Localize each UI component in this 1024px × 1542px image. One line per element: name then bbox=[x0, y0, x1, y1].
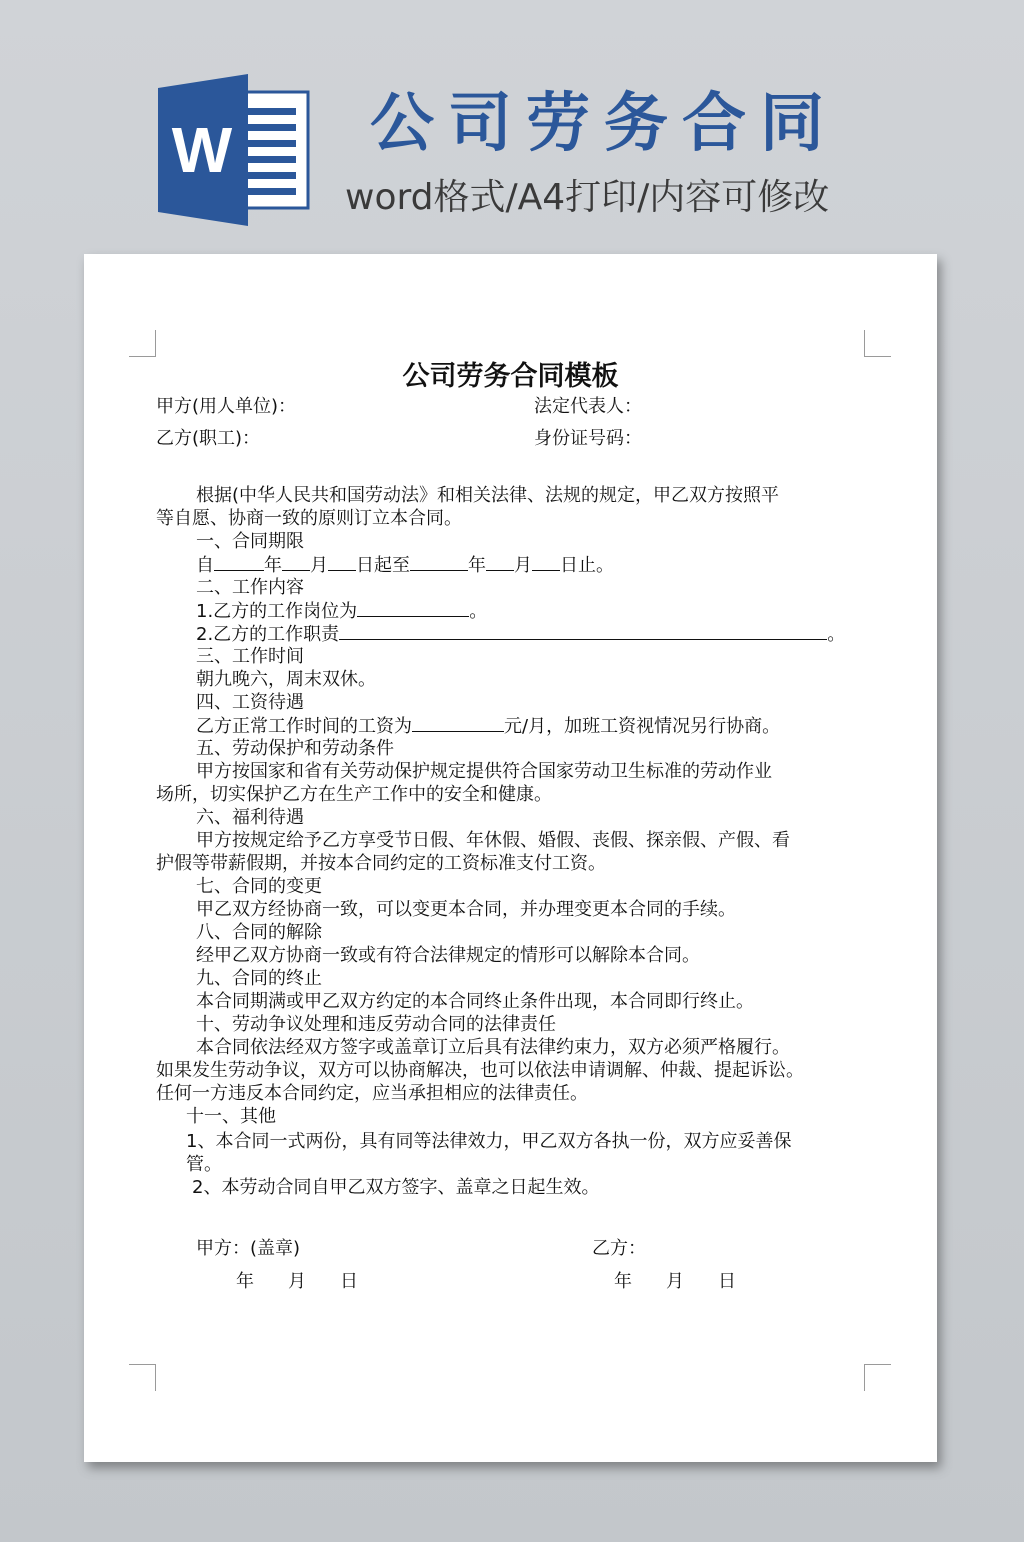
section-4-title: 四、工资待遇 bbox=[196, 692, 304, 713]
section-7-text: 甲乙双方经协商一致，可以变更本合同，并办理变更本合同的手续。 bbox=[196, 899, 736, 920]
date-b-month: 月 bbox=[666, 1271, 684, 1292]
word-icon-letter: W bbox=[171, 114, 233, 186]
crop-mark bbox=[864, 330, 891, 357]
party-a-label: 甲方(用人单位)： bbox=[156, 396, 297, 417]
section-7-title: 七、合同的变更 bbox=[196, 876, 322, 897]
blank-field[interactable] bbox=[532, 554, 560, 571]
term-year-1: 年 bbox=[264, 555, 282, 576]
sentence-end: 。 bbox=[827, 624, 846, 645]
section-8-text: 经甲乙双方协商一致或有符合法律规定的情形可以解除本合同。 bbox=[196, 945, 700, 966]
section-11-item-1-cont: 管。 bbox=[186, 1154, 222, 1175]
salary-label: 乙方正常工作时间的工资为 bbox=[196, 716, 412, 737]
section-10-text-3: 任何一方违反本合同约定，应当承担相应的法律责任。 bbox=[156, 1083, 588, 1104]
section-11-item-1: 1、本合同一式两份，具有同等法律效力，甲乙双方各执一份，双方应妥善保 bbox=[186, 1131, 792, 1152]
signature-party-a: 甲方：(盖章) bbox=[196, 1238, 301, 1259]
job-position-line bbox=[196, 600, 487, 623]
term-month-2: 月 bbox=[514, 555, 532, 576]
job-duties-line bbox=[196, 623, 845, 646]
section-6-text-1: 甲方按规定给予乙方享受节日假、年休假、婚假、丧假、探亲假、产假、看 bbox=[196, 830, 790, 851]
salary-text: 元/月，加班工资视情况另行协商。 bbox=[504, 716, 781, 737]
blank-field[interactable] bbox=[412, 715, 504, 732]
section-3-title: 三、工作时间 bbox=[196, 646, 304, 667]
id-number-label: 身份证号码： bbox=[534, 428, 642, 449]
signature-party-b: 乙方： bbox=[592, 1238, 646, 1259]
section-1-title: 一、合同期限 bbox=[196, 531, 304, 552]
section-9-title: 九、合同的终止 bbox=[196, 968, 322, 989]
section-11-item-2: 2、本劳动合同自甲乙双方签字、盖章之日起生效。 bbox=[192, 1177, 600, 1198]
section-9-text: 本合同期满或甲乙双方约定的本合同终止条件出现，本合同即行终止。 bbox=[196, 991, 754, 1012]
section-8-title: 八、合同的解除 bbox=[196, 922, 322, 943]
blank-field[interactable] bbox=[486, 554, 514, 571]
salary-line bbox=[196, 715, 780, 738]
blank-field[interactable] bbox=[339, 623, 827, 640]
section-5-text-1: 甲方按国家和省有关劳动保护规定提供符合国家劳动卫生标准的劳动作业 bbox=[196, 761, 772, 782]
intro-line-2: 等自愿、协商一致的原则订立本合同。 bbox=[156, 508, 462, 529]
section-3-text: 朝九晚六，周末双休。 bbox=[196, 669, 376, 690]
section-6-text-2: 护假等带薪假期，并按本合同约定的工资标准支付工资。 bbox=[156, 853, 606, 874]
term-day-1: 日起至 bbox=[356, 555, 410, 576]
term-from: 自 bbox=[196, 555, 214, 576]
section-10-text-1: 本合同依法经双方签字或盖章订立后具有法律约束力，双方必须严格履行。 bbox=[196, 1037, 790, 1058]
crop-mark bbox=[129, 1364, 156, 1391]
job-duties-label: 2.乙方的工作职责 bbox=[196, 624, 340, 645]
word-icon bbox=[158, 74, 310, 226]
date-a-month: 月 bbox=[288, 1271, 306, 1292]
date-a-day: 日 bbox=[340, 1271, 358, 1292]
job-position-label: 1.乙方的工作岗位为 bbox=[196, 601, 358, 622]
blank-field[interactable] bbox=[282, 554, 310, 571]
crop-mark bbox=[864, 1364, 891, 1391]
blank-field[interactable] bbox=[357, 600, 469, 617]
blank-field[interactable] bbox=[410, 554, 468, 571]
section-5-title: 五、劳动保护和劳动条件 bbox=[196, 738, 394, 759]
crop-mark bbox=[129, 330, 156, 357]
term-year-2: 年 bbox=[468, 555, 486, 576]
section-6-title: 六、福利待遇 bbox=[196, 807, 304, 828]
document-title: 公司劳务合同模板 bbox=[402, 361, 619, 392]
blank-field[interactable] bbox=[328, 554, 356, 571]
section-10-title: 十、劳动争议处理和违反劳动合同的法律责任 bbox=[196, 1014, 556, 1035]
section-2-title: 二、工作内容 bbox=[196, 577, 304, 598]
date-a-year: 年 bbox=[236, 1271, 254, 1292]
term-line bbox=[196, 554, 614, 577]
document-page bbox=[84, 254, 937, 1462]
section-10-text-2: 如果发生劳动争议，双方可以协商解决，也可以依法申请调解、仲裁、提起诉讼。 bbox=[156, 1060, 804, 1081]
date-b-year: 年 bbox=[614, 1271, 632, 1292]
banner-title: 公司劳务合同 bbox=[370, 87, 838, 161]
term-month-1: 月 bbox=[310, 555, 328, 576]
date-b-day: 日 bbox=[718, 1271, 736, 1292]
section-5-text-2: 场所，切实保护乙方在生产工作中的安全和健康。 bbox=[156, 784, 552, 805]
legal-rep-label: 法定代表人： bbox=[534, 396, 642, 417]
blank-field[interactable] bbox=[214, 554, 264, 571]
banner-subtitle: word格式/A4打印/内容可修改 bbox=[345, 177, 830, 218]
party-b-label: 乙方(职工)： bbox=[156, 428, 261, 449]
sentence-end: 。 bbox=[469, 601, 488, 622]
intro-line-1: 根据(中华人民共和国劳动法》和相关法律、法规的规定，甲乙双方按照平 bbox=[196, 485, 780, 506]
term-day-2: 日止。 bbox=[560, 555, 614, 576]
section-11-title: 十一、其他 bbox=[186, 1106, 276, 1127]
